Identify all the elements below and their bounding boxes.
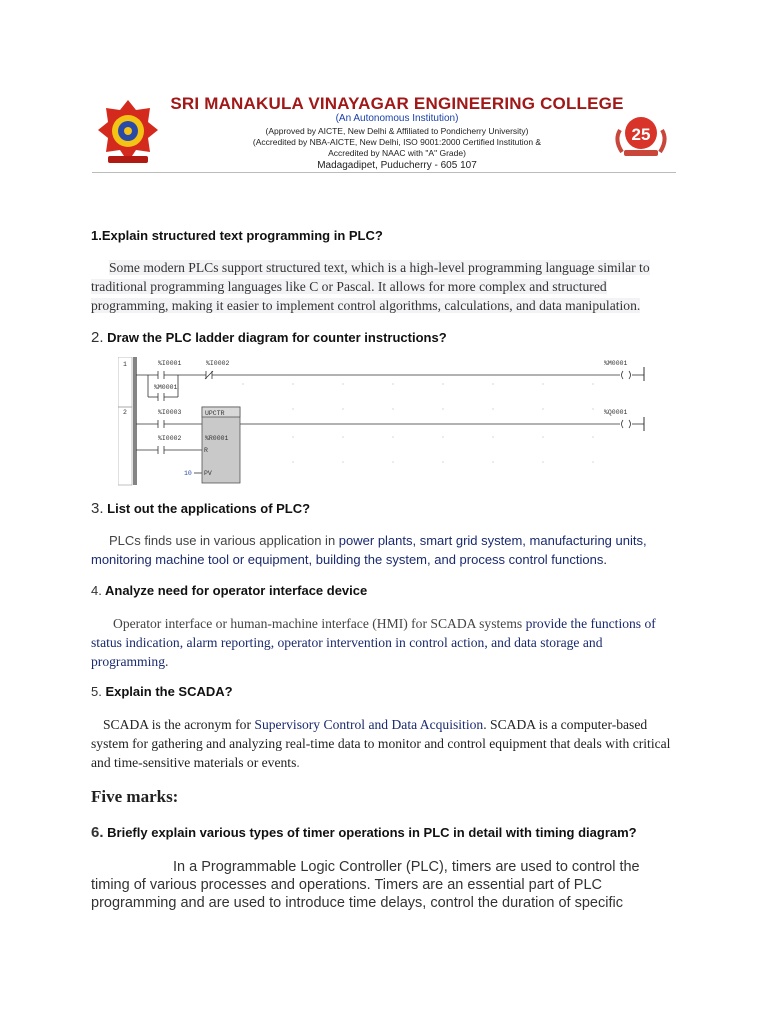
- answer-5-acronym: Supervisory Control and Data Acquisition: [254, 717, 484, 732]
- question-5: [91, 684, 233, 699]
- five-marks-heading: Five marks:: [91, 787, 179, 806]
- question-6: [91, 824, 637, 841]
- answer-3-end: .: [603, 552, 607, 567]
- answer-5-body: . SCADA is a computer-based system for gathering and analyzing real-time data to monitor and control equipment that deals with critical and time-sensitive materials or events: [91, 717, 671, 770]
- question-4: [91, 583, 367, 598]
- preset-input-label: PV: [204, 470, 212, 477]
- coil-label-q1: %Q0001: [604, 409, 628, 416]
- register-label: %R0001: [205, 435, 229, 442]
- question-6-title: Briefly explain various types of timer operations in PLC in detail with timing diagram?: [107, 825, 637, 840]
- question-3: [91, 500, 310, 517]
- question-3-number: 3.: [91, 500, 104, 517]
- ladder-diagram: [118, 357, 658, 487]
- contact-label-i3: %I0003: [158, 409, 182, 416]
- contact-label-i2: %I0002: [206, 360, 230, 367]
- answer-3-list: power plants, smart grid system, manufacturing units, monitoring machine tool or equipment, building the system, and process control functions: [91, 533, 647, 567]
- contact-label-i1: %I0001: [158, 360, 182, 367]
- rung-number-2: 2: [123, 409, 127, 416]
- answer-5-intro: SCADA is the acronym for: [103, 717, 255, 732]
- question-2-title: Draw the PLC ladder diagram for counter instructions?: [107, 330, 447, 345]
- answer-4-intro: Operator interface or human-machine interface (HMI) for SCADA systems: [113, 616, 526, 631]
- contact-label-i4: %I0002: [158, 435, 182, 442]
- answer-4-end: .: [165, 654, 169, 669]
- reset-input-label: R: [204, 447, 208, 454]
- contact-label-m2: %M0001: [154, 384, 178, 391]
- question-5-title: Explain the SCADA?: [105, 684, 233, 699]
- block-label: UPCTR: [205, 410, 225, 417]
- college-logo: [96, 98, 160, 166]
- answer-5: [91, 715, 671, 772]
- accreditation-text: (Accredited by NBA-AICTE, New Delhi, ISO 9001:2000 Certified Institution &: [252, 137, 542, 147]
- answer-3-intro: PLCs finds use in various application in: [109, 533, 339, 548]
- question-1: 1.Explain structured text programming in PLC?: [91, 228, 383, 243]
- rung-number-1: 1: [123, 361, 127, 368]
- question-6-number: 6.: [91, 824, 104, 841]
- answer-6: In a Programmable Logic Controller (PLC), timers are used to control the timing of various processes and operations. Timers are an essential part of PLC programming and are used to introduce time delays, control the duration of specific: [91, 859, 640, 911]
- answer-4-functions: provide the functions of status indication, alarm reporting, operator intervention in control action, and data storage and programming: [91, 616, 656, 669]
- college-name: SRI MANAKULA VINAYAGAR ENGINEERING COLLEGE: [170, 94, 624, 113]
- answer-1-text: Some modern PLCs support structured text, which is a high-level programming language similar to traditional programming languages like C or Pascal. It allows for more complex and structured programming, making it easier to implement control algorithms, calculations, and data manipulation.: [91, 260, 650, 313]
- question-2: [91, 329, 447, 346]
- question-4-title: Analyze need for operator interface device: [104, 583, 368, 598]
- answer-4: [91, 614, 671, 671]
- naac-text: Accredited by NAAC with "A" Grade): [328, 148, 466, 158]
- preset-value: 10: [184, 470, 192, 477]
- answer-3: [91, 531, 671, 569]
- answer-5-end: .: [296, 755, 300, 770]
- coil-label-m1: %M0001: [604, 360, 628, 367]
- question-2-number: 2.: [91, 329, 104, 346]
- autonomous-text: (An Autonomous Institution): [335, 113, 459, 124]
- college-address: Madagadipet, Puducherry - 605 107: [317, 160, 477, 171]
- approval-text: (Approved by AICTE, New Delhi & Affiliated to Pondicherry University): [265, 126, 529, 136]
- question-5-number: 5.: [91, 684, 102, 699]
- question-4-number: 4.: [91, 583, 102, 598]
- answer-1: [91, 258, 671, 315]
- badge-number: 25: [631, 125, 651, 144]
- question-3-title: List out the applications of PLC?: [107, 501, 311, 516]
